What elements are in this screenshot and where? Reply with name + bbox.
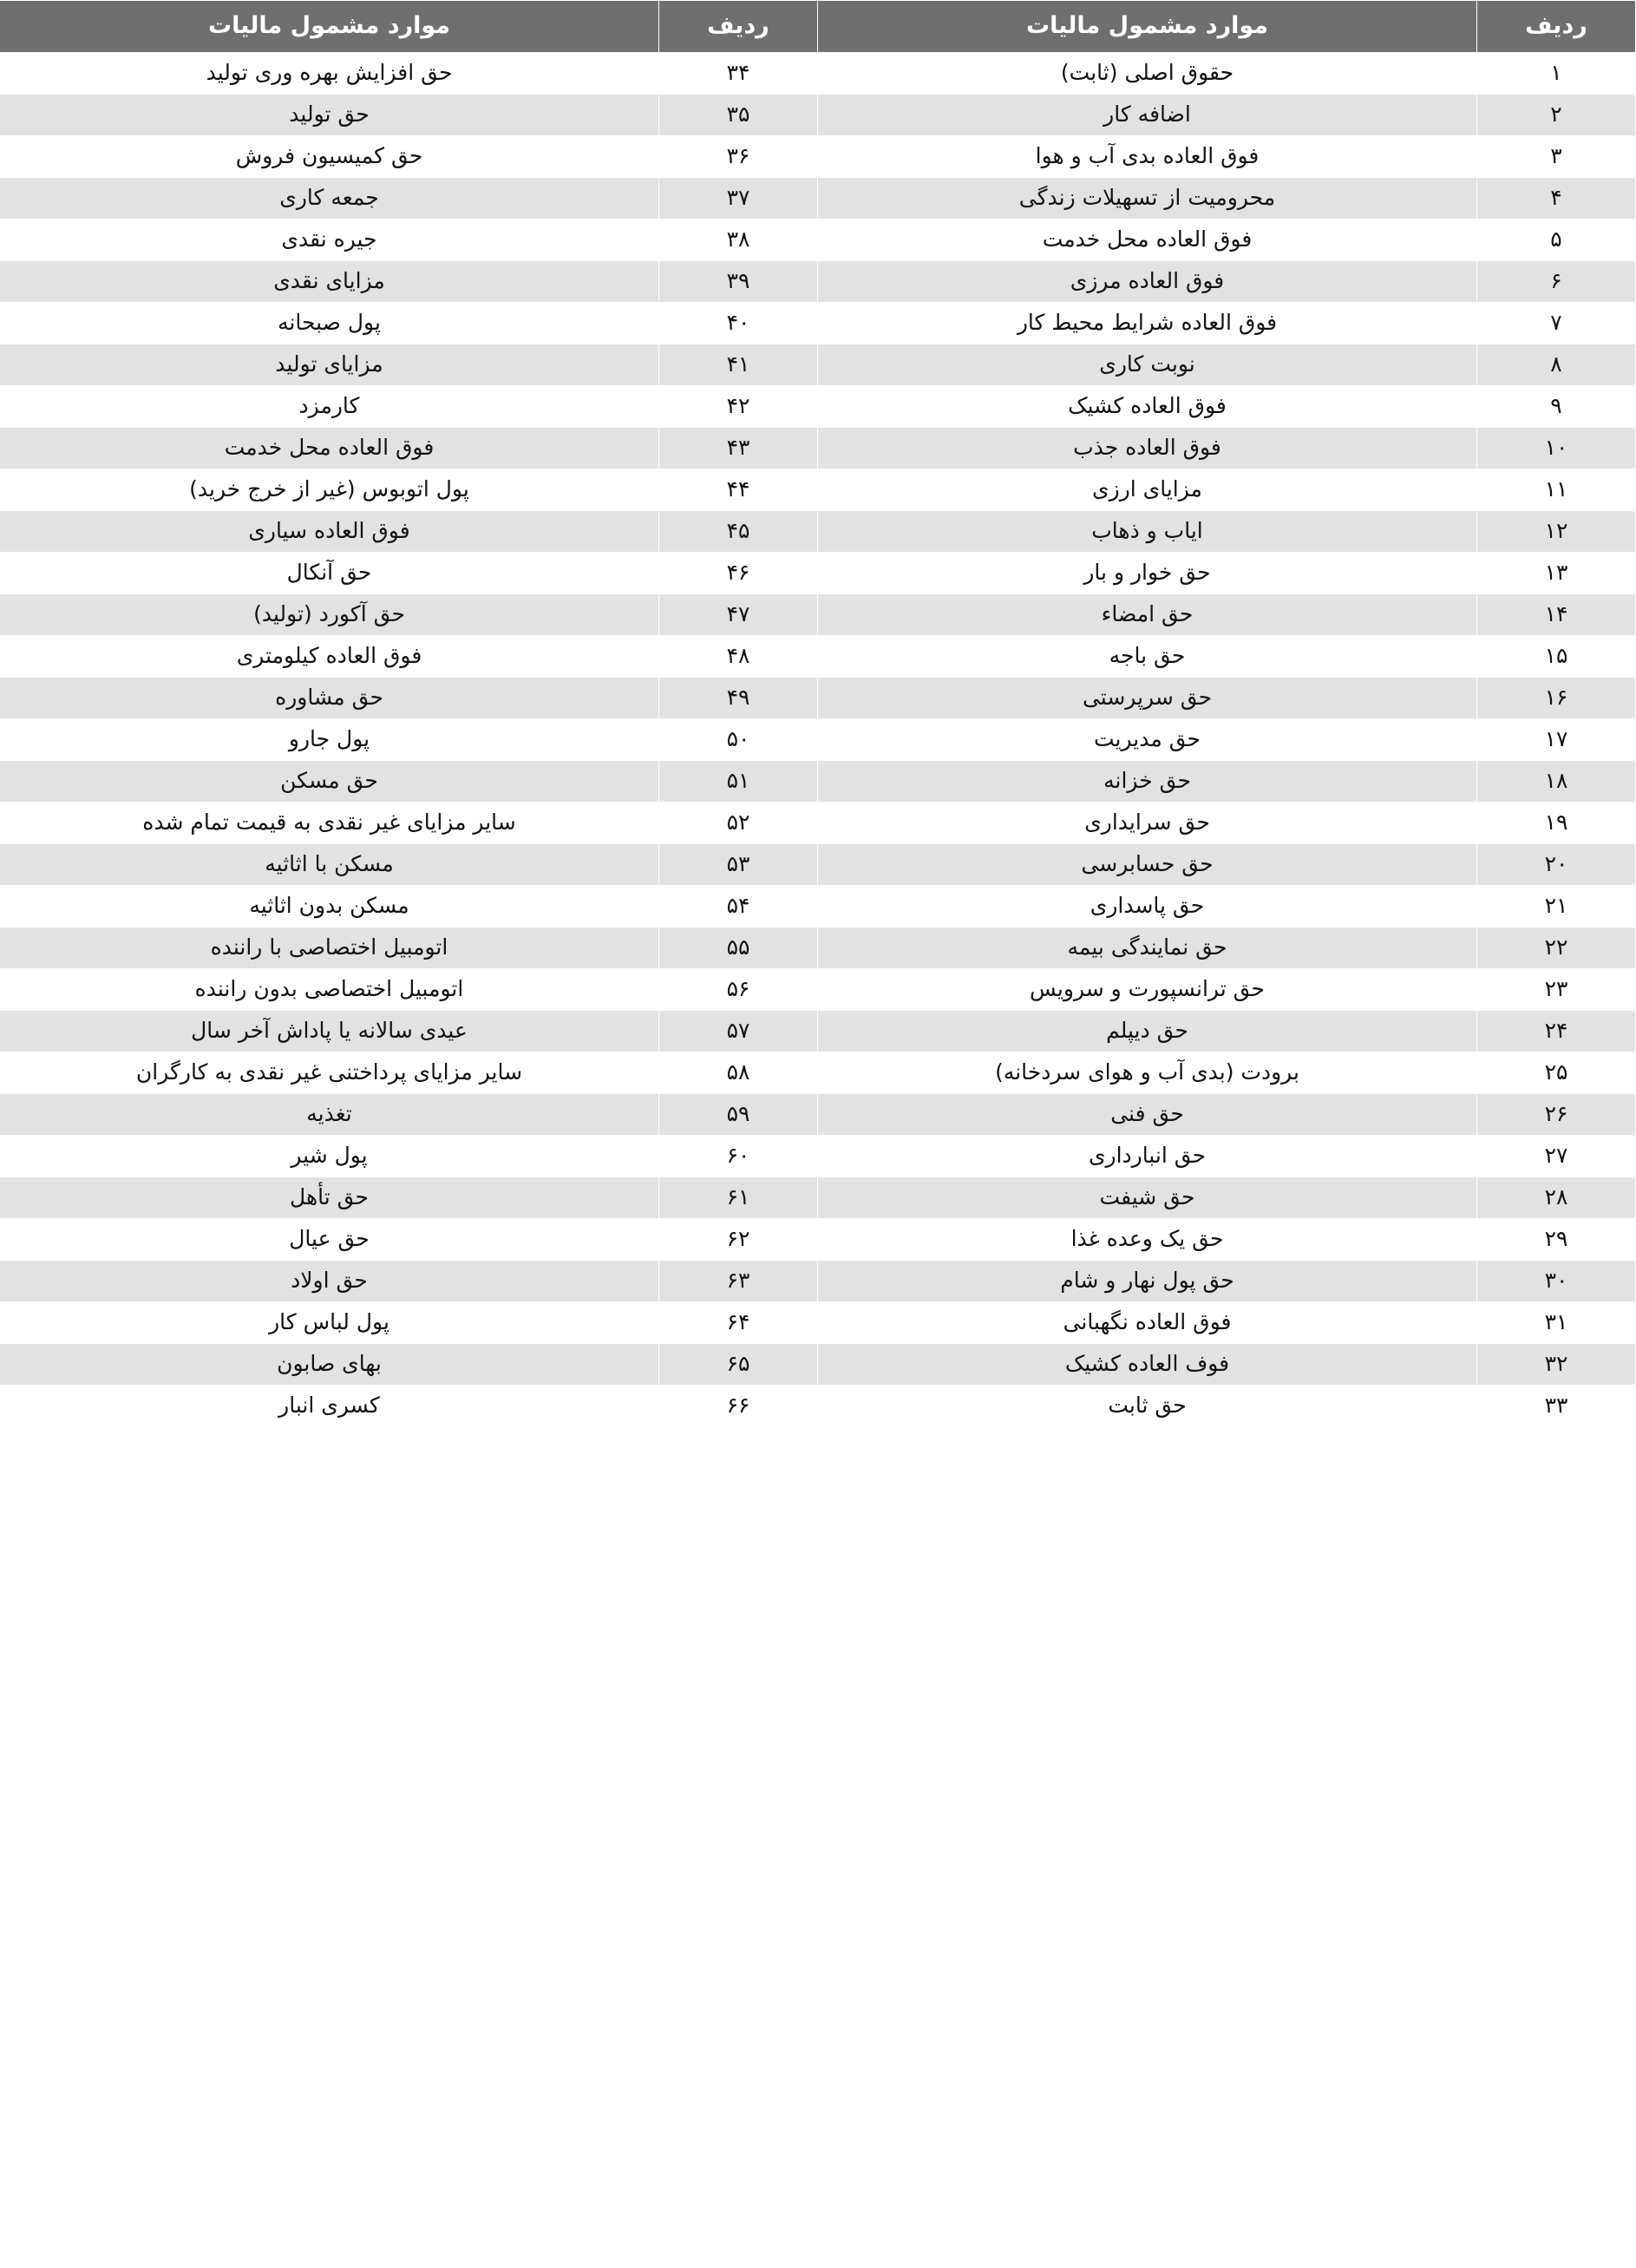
cell-taxable-item-left: عیدی سالانه یا پاداش آخر سال: [0, 1011, 659, 1052]
cell-taxable-item-right: فوق العاده نگهبانی: [818, 1302, 1477, 1344]
cell-row-number-left: ۳۹: [659, 261, 818, 303]
cell-row-number-right: ۲۱: [1477, 886, 1636, 928]
cell-row-number-right: ۸: [1477, 344, 1636, 386]
cell-taxable-item-right: حق سرایداری: [818, 803, 1477, 844]
cell-taxable-item-right: حق انبارداری: [818, 1136, 1477, 1177]
cell-row-number-right: ۱۷: [1477, 719, 1636, 761]
cell-row-number-left: ۶۲: [659, 1219, 818, 1261]
cell-taxable-item-left: اتومبیل اختصاصی بدون راننده: [0, 969, 659, 1011]
table-row: [0, 969, 1636, 1011]
cell-row-number-left: ۵۲: [659, 803, 818, 844]
cell-row-number-right: ۳: [1477, 136, 1636, 178]
table-row: [0, 803, 1636, 844]
cell-taxable-item-left: حق مسکن: [0, 761, 659, 803]
cell-taxable-item-right: فوق العاده بدی آب و هوا: [818, 136, 1477, 178]
column-header-taxable-items-left: موارد مشمول مالیات: [0, 1, 659, 53]
cell-row-number-left: ۵۳: [659, 844, 818, 886]
cell-taxable-item-left: فوق العاده سیاری: [0, 511, 659, 553]
table-row: [0, 886, 1636, 928]
cell-row-number-right: ۵: [1477, 220, 1636, 261]
cell-taxable-item-right: حق ترانسپورت و سرویس: [818, 969, 1477, 1011]
cell-row-number-right: ۲۰: [1477, 844, 1636, 886]
table-row: [0, 1052, 1636, 1094]
table-row: [0, 261, 1636, 303]
cell-row-number-right: ۷: [1477, 303, 1636, 344]
cell-taxable-item-left: فوق العاده کیلومتری: [0, 636, 659, 678]
cell-row-number-left: ۵۷: [659, 1011, 818, 1052]
cell-taxable-item-left: حق عیال: [0, 1219, 659, 1261]
cell-taxable-item-left: حق آکورد (تولید): [0, 594, 659, 636]
cell-taxable-item-right: حق حسابرسی: [818, 844, 1477, 886]
cell-taxable-item-right: حق دیپلم: [818, 1011, 1477, 1052]
cell-taxable-item-right: حق خوار و بار: [818, 553, 1477, 594]
table-header: [0, 1, 1636, 53]
cell-taxable-item-right: حق شیفت: [818, 1177, 1477, 1219]
cell-row-number-left: ۶۴: [659, 1302, 818, 1344]
table-row: [0, 1261, 1636, 1302]
cell-taxable-item-right: نوبت کاری: [818, 344, 1477, 386]
table-row: [0, 53, 1636, 95]
cell-row-number-left: ۶۱: [659, 1177, 818, 1219]
cell-taxable-item-right: ایاب و ذهاب: [818, 511, 1477, 553]
cell-taxable-item-left: فوق العاده محل خدمت: [0, 428, 659, 469]
cell-row-number-right: ۳۱: [1477, 1302, 1636, 1344]
table-row: [0, 136, 1636, 178]
table-row: [0, 220, 1636, 261]
cell-taxable-item-right: فوق العاده محل خدمت: [818, 220, 1477, 261]
table-row: [0, 1136, 1636, 1177]
table-row: [0, 719, 1636, 761]
cell-row-number-left: ۵۴: [659, 886, 818, 928]
table-row: [0, 1011, 1636, 1052]
cell-row-number-right: ۳۲: [1477, 1344, 1636, 1386]
cell-row-number-right: ۱۱: [1477, 469, 1636, 511]
cell-taxable-item-left: مزایای نقدی: [0, 261, 659, 303]
table-row: [0, 553, 1636, 594]
cell-taxable-item-left: مزایای تولید: [0, 344, 659, 386]
cell-row-number-left: ۶۳: [659, 1261, 818, 1302]
cell-row-number-left: ۴۷: [659, 594, 818, 636]
table-row: [0, 761, 1636, 803]
cell-row-number-right: ۳۰: [1477, 1261, 1636, 1302]
cell-row-number-right: ۳۳: [1477, 1386, 1636, 1427]
cell-row-number-right: ۴: [1477, 178, 1636, 220]
cell-taxable-item-left: حق افزایش بهره وری تولید: [0, 53, 659, 95]
table-row: [0, 594, 1636, 636]
cell-taxable-item-right: حق یک وعده غذا: [818, 1219, 1477, 1261]
table-row: [0, 428, 1636, 469]
cell-taxable-item-right: حق ثابت: [818, 1386, 1477, 1427]
cell-taxable-item-left: کارمزد: [0, 386, 659, 428]
cell-row-number-right: ۲: [1477, 95, 1636, 136]
cell-taxable-item-left: حق تولید: [0, 95, 659, 136]
cell-taxable-item-left: حق کمیسیون فروش: [0, 136, 659, 178]
cell-row-number-left: ۴۹: [659, 678, 818, 719]
cell-row-number-left: ۵۵: [659, 928, 818, 969]
cell-row-number-right: ۲۶: [1477, 1094, 1636, 1136]
cell-taxable-item-left: پول شیر: [0, 1136, 659, 1177]
cell-row-number-left: ۵۶: [659, 969, 818, 1011]
cell-taxable-item-right: حق پول نهار و شام: [818, 1261, 1477, 1302]
cell-row-number-right: ۱۶: [1477, 678, 1636, 719]
cell-row-number-right: ۲۷: [1477, 1136, 1636, 1177]
cell-row-number-left: ۵۱: [659, 761, 818, 803]
cell-row-number-right: ۲۹: [1477, 1219, 1636, 1261]
cell-taxable-item-left: تغذیه: [0, 1094, 659, 1136]
column-header-row-number-left: ردیف: [659, 1, 818, 53]
table-body: [0, 53, 1636, 1427]
cell-row-number-left: ۴۸: [659, 636, 818, 678]
cell-taxable-item-right: فوف العاده کشیک: [818, 1344, 1477, 1386]
table-row: [0, 1219, 1636, 1261]
cell-taxable-item-left: حق آنکال: [0, 553, 659, 594]
cell-row-number-left: ۳۷: [659, 178, 818, 220]
cell-row-number-right: ۶: [1477, 261, 1636, 303]
cell-taxable-item-left: حق مشاوره: [0, 678, 659, 719]
cell-taxable-item-right: حق پاسداری: [818, 886, 1477, 928]
cell-row-number-right: ۹: [1477, 386, 1636, 428]
cell-row-number-left: ۶۶: [659, 1386, 818, 1427]
table-header-row: [0, 1, 1636, 53]
table-row: [0, 1177, 1636, 1219]
cell-taxable-item-left: پول صبحانه: [0, 303, 659, 344]
column-header-taxable-items-right: موارد مشمول مالیات: [818, 1, 1477, 53]
cell-taxable-item-left: سایر مزایای غیر نقدی به قیمت تمام شده: [0, 803, 659, 844]
cell-taxable-item-left: جیره نقدی: [0, 220, 659, 261]
cell-taxable-item-left: مسکن بدون اثاثیه: [0, 886, 659, 928]
cell-taxable-item-right: حق باجه: [818, 636, 1477, 678]
cell-taxable-item-right: حق فنی: [818, 1094, 1477, 1136]
table-row: [0, 344, 1636, 386]
cell-taxable-item-left: حق تأهل: [0, 1177, 659, 1219]
cell-taxable-item-right: حق خزانه: [818, 761, 1477, 803]
cell-row-number-right: ۱: [1477, 53, 1636, 95]
cell-taxable-item-left: حق اولاد: [0, 1261, 659, 1302]
cell-row-number-right: ۱۴: [1477, 594, 1636, 636]
table-row: [0, 469, 1636, 511]
cell-row-number-left: ۳۴: [659, 53, 818, 95]
cell-row-number-right: ۱۵: [1477, 636, 1636, 678]
table-row: [0, 386, 1636, 428]
cell-row-number-left: ۴۲: [659, 386, 818, 428]
cell-taxable-item-left: جمعه کاری: [0, 178, 659, 220]
table-row: [0, 928, 1636, 969]
table-row: [0, 178, 1636, 220]
table-row: [0, 844, 1636, 886]
cell-row-number-left: ۶۰: [659, 1136, 818, 1177]
cell-row-number-left: ۴۰: [659, 303, 818, 344]
cell-row-number-right: ۱۰: [1477, 428, 1636, 469]
table-row: [0, 678, 1636, 719]
cell-taxable-item-left: پول لباس کار: [0, 1302, 659, 1344]
cell-taxable-item-left: مسکن با اثاثیه: [0, 844, 659, 886]
cell-taxable-item-right: حقوق اصلی (ثابت): [818, 53, 1477, 95]
cell-row-number-right: ۱۳: [1477, 553, 1636, 594]
cell-row-number-left: ۵۸: [659, 1052, 818, 1094]
cell-taxable-item-right: فوق العاده مرزی: [818, 261, 1477, 303]
table-row: [0, 1386, 1636, 1427]
cell-taxable-item-left: بهای صابون: [0, 1344, 659, 1386]
cell-row-number-right: ۱۹: [1477, 803, 1636, 844]
cell-taxable-item-right: فوق العاده جذب: [818, 428, 1477, 469]
cell-row-number-left: ۴۳: [659, 428, 818, 469]
cell-taxable-item-right: برودت (بدی آب و هوای سردخانه): [818, 1052, 1477, 1094]
cell-row-number-left: ۴۵: [659, 511, 818, 553]
cell-row-number-right: ۲۴: [1477, 1011, 1636, 1052]
table-row: [0, 303, 1636, 344]
cell-row-number-left: ۵۰: [659, 719, 818, 761]
cell-row-number-right: ۲۵: [1477, 1052, 1636, 1094]
cell-row-number-right: ۱۲: [1477, 511, 1636, 553]
cell-row-number-left: ۳۶: [659, 136, 818, 178]
cell-taxable-item-left: پول جارو: [0, 719, 659, 761]
cell-row-number-right: ۱۸: [1477, 761, 1636, 803]
cell-row-number-left: ۴۶: [659, 553, 818, 594]
cell-row-number-right: ۲۸: [1477, 1177, 1636, 1219]
cell-row-number-left: ۳۸: [659, 220, 818, 261]
cell-taxable-item-right: اضافه کار: [818, 95, 1477, 136]
cell-taxable-item-right: محرومیت از تسهیلات زندگی: [818, 178, 1477, 220]
table-row: [0, 1302, 1636, 1344]
cell-row-number-left: ۴۴: [659, 469, 818, 511]
cell-row-number-left: ۴۱: [659, 344, 818, 386]
cell-taxable-item-right: حق امضاء: [818, 594, 1477, 636]
cell-row-number-left: ۵۹: [659, 1094, 818, 1136]
table-row: [0, 511, 1636, 553]
cell-taxable-item-right: فوق العاده شرایط محیط کار: [818, 303, 1477, 344]
table-row: [0, 1344, 1636, 1386]
table-row: [0, 95, 1636, 136]
table-row: [0, 1094, 1636, 1136]
cell-taxable-item-right: حق نمایندگی بیمه: [818, 928, 1477, 969]
cell-row-number-right: ۲۲: [1477, 928, 1636, 969]
cell-taxable-item-left: پول اتوبوس (غیر از خرج خرید): [0, 469, 659, 511]
cell-row-number-left: ۳۵: [659, 95, 818, 136]
table-row: [0, 636, 1636, 678]
cell-row-number-right: ۲۳: [1477, 969, 1636, 1011]
cell-taxable-item-left: کسری انبار: [0, 1386, 659, 1427]
cell-taxable-item-right: حق سرپرستی: [818, 678, 1477, 719]
cell-row-number-left: ۶۵: [659, 1344, 818, 1386]
cell-taxable-item-left: سایر مزایای پرداختنی غیر نقدی به کارگران: [0, 1052, 659, 1094]
cell-taxable-item-right: حق مدیریت: [818, 719, 1477, 761]
column-header-row-number-right: ردیف: [1477, 1, 1636, 53]
cell-taxable-item-right: مزایای ارزی: [818, 469, 1477, 511]
cell-taxable-item-left: اتومبیل اختصاصی با راننده: [0, 928, 659, 969]
cell-taxable-item-right: فوق العاده کشیک: [818, 386, 1477, 428]
